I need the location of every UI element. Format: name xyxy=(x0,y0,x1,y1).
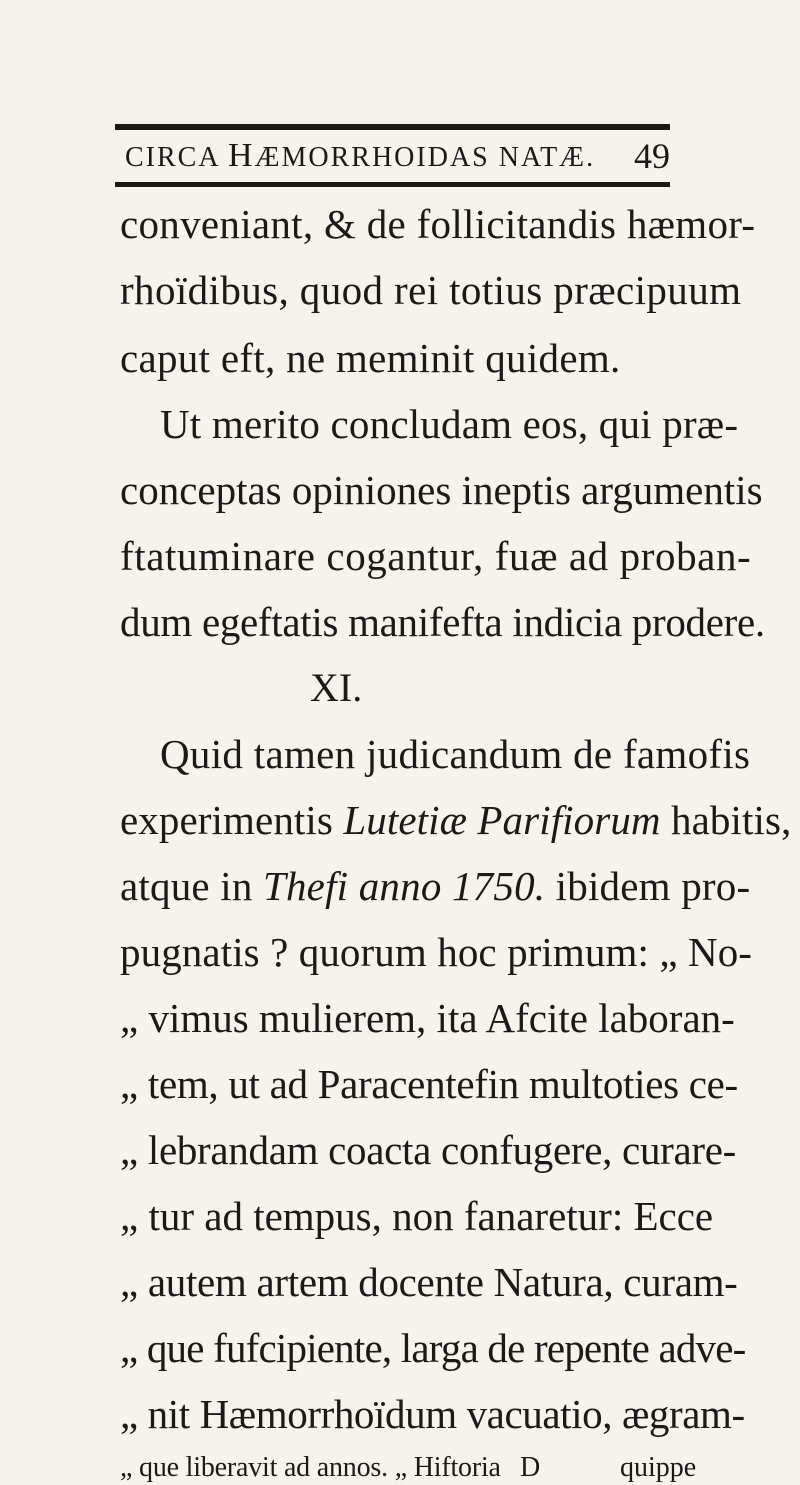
text-line: „ tur ad tempus, non fanaretur: Ecce xyxy=(120,1193,714,1239)
text-line: Quid tamen judicandum de famofis xyxy=(160,731,751,777)
text-line: rhoïdibus, quod rei totius præcipuum xyxy=(120,267,742,313)
text-line: „ nit Hæmorrhoïdum vacuatio, ægram- xyxy=(120,1391,745,1437)
text-line: conceptas opiniones ineptis argumentis xyxy=(120,467,763,513)
text-line: „ vimus mulierem, ita Afcite laboran- xyxy=(120,995,735,1041)
text-line: „ tem, ut ad Paracentefin multoties ce- xyxy=(120,1061,738,1107)
text-line: „ lebrandam coacta confugere, curare- xyxy=(120,1127,737,1173)
running-title: CIRCA HÆMORRHOIDAS NATÆ. xyxy=(125,137,596,174)
catchword: quippe xyxy=(620,1452,697,1483)
text-line: „ que fufcipiente, larga de repente adve- xyxy=(120,1325,746,1371)
text-line-last: „ que liberavit ad annos. „ Hiftoria xyxy=(120,1452,501,1483)
text-line: ftatuminare cogantur, fuæ ad proban- xyxy=(120,533,752,579)
signature-mark: D xyxy=(520,1452,541,1483)
text-line: conveniant, & de follicitandis hæmor- xyxy=(120,201,756,247)
header-rule-bottom xyxy=(115,182,670,187)
text-line: atque in Thefi anno 1750. ibidem pro- xyxy=(120,863,751,909)
section-number: XI. xyxy=(310,665,363,710)
page-number: 49 xyxy=(634,136,670,176)
text-line: „ autem artem docente Natura, curam- xyxy=(120,1259,738,1305)
text-line: caput eft, ne meminit quidem. xyxy=(120,335,621,381)
running-header xyxy=(125,130,670,182)
text-line: experimentis Lutetiæ Parifiorum habitis, xyxy=(120,797,792,843)
text-line: dum egeftatis manifefta indicia prodere. xyxy=(120,599,765,645)
text-line: Ut merito concludam eos, qui præ- xyxy=(160,401,739,447)
text-line: pugnatis ? quorum hoc primum: „ No- xyxy=(120,929,753,975)
